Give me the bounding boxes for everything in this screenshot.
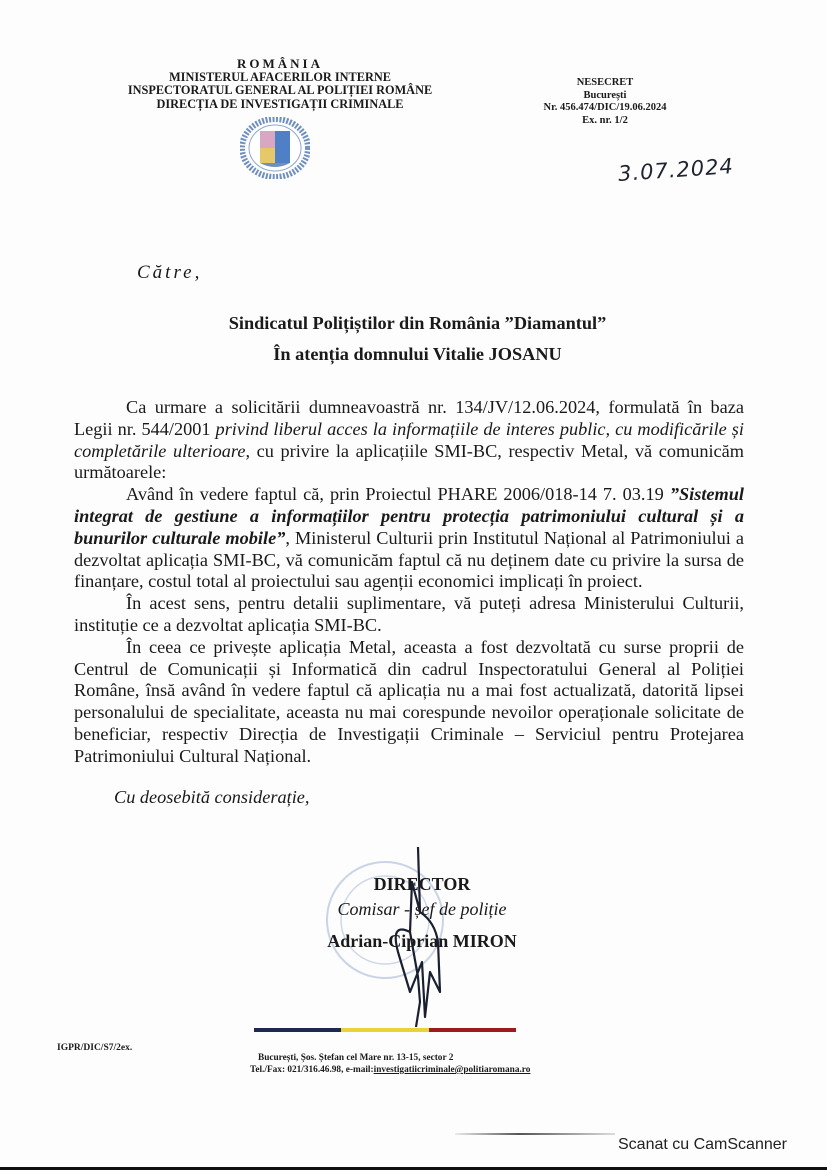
footer-email-link[interactable]: investigatiicriminale@politiaromana.ro: [373, 1065, 531, 1075]
law-title: privind liberul acces la informațiile de interes public, cu modificările și completările ulterioare: [74, 418, 744, 461]
tricolor-red: [429, 1028, 516, 1032]
signatory-name: Adrian-Ciprian MIRON: [327, 931, 517, 951]
letterhead-country: ROMÂNIA: [237, 56, 323, 71]
footer-phone: Tel./Fax: 021/316.46.98, e-mail:: [250, 1065, 374, 1075]
document-reference: IGPR/DIC/S7/2ex.: [57, 1043, 133, 1053]
signatory-rank: Comisar - șef de poliție: [337, 899, 507, 919]
paragraph-2-text: Având în vedere faptul că, prin Proiectul PHARE 2006/018-14 7. 03.19: [126, 484, 670, 505]
paragraph-3: În acest sens, pentru detalii suplimentare, vă puteți adresa Ministerului Culturii, instituție ce a dezvoltat aplicația SMI-BC.: [74, 593, 744, 635]
paragraph-1-text: Ca urmare a solicitării dumneavoastră nr. 134/JV/12.06.2024, formulată în baza Legii nr. 544/2001: [74, 397, 744, 439]
footer-phone-line: [250, 1064, 530, 1076]
tricolor-blue: [254, 1028, 341, 1032]
tricolor-divider: [254, 1028, 516, 1032]
handwritten-date: 3.07.2024: [617, 153, 735, 187]
scanner-watermark: Scanat cu CamScanner: [618, 1136, 787, 1153]
paragraph-4: În ceea ce privește aplicația Metal, aceasta a fost dezvoltată cu surse proprii de Centrul de Comunicații și Informatică din cadrul Inspectoratului General al Poliției Române, însă având în vedere faptul că aplicația nu a mai fost actualizată, datorită lipsei personalului de specialitate, aceasta nu mai corespunde nevoilor operaționale solicitate de beneficiar, respectiv Direcția de Investigații Criminale – Serviciul pentru Protejarea Patrimoniului Cultural Național.: [74, 636, 744, 766]
police-crest-icon: [240, 117, 310, 179]
copy-number: Ex. nr. 1/2: [582, 114, 628, 126]
paragraph-1: [74, 397, 744, 484]
scanner-divider: [455, 1133, 615, 1135]
footer-address: București, Șos. Ștefan cel Mare nr. 13-15, sector 2: [258, 1053, 454, 1063]
issue-city: București: [583, 89, 627, 101]
registration-number: Nr. 456.474/DIC/19.06.2024: [543, 102, 667, 113]
closing-formula: Cu deosebită considerație,: [114, 787, 310, 807]
letterhead: [100, 57, 460, 111]
document-registration: [510, 77, 700, 127]
footer-contact: [250, 1052, 530, 1076]
paragraph-1-text-end: , cu privire la aplicațiile SMI-BC, respectiv Metal, vă comunicăm următoarele:: [74, 440, 745, 483]
recipient-attention: În atenția domnului Vitalie JOSANU: [273, 344, 562, 364]
tricolor-yellow: [341, 1028, 428, 1032]
project-title: ”Sistemul integrat de gestiune a informațiilor pentru protecția patrimoniului cultural și a bunurilor culturale mobile”: [74, 484, 744, 548]
recipient-block: [120, 308, 715, 370]
letterhead-inspectorate: INSPECTORATUL GENERAL AL POLIȚIEI ROMÂNE: [127, 83, 433, 97]
paragraph-2-text-end: , Ministerul Culturii prin Institutul Național al Patrimoniului a dezvoltat aplicația SMI-BC, vă comunicăm faptul că nu deținem date cu privire la sursa de finanțare, costul total al proiectului sau agenții economici implicați în proiect.: [74, 527, 745, 592]
letterhead-ministry: MINISTERUL AFACERILOR INTERNE: [169, 69, 391, 84]
paragraph-2: [74, 484, 744, 593]
salutation: Către,: [137, 262, 203, 283]
classification-label: NESECRET: [576, 77, 634, 88]
recipient-organization: Sindicatul Polițiștilor din România ”Diamantul”: [228, 313, 607, 333]
signatory-title: DIRECTOR: [373, 874, 471, 894]
letterhead-directorate: DIRECȚIA DE INVESTIGAȚII CRIMINALE: [156, 96, 404, 111]
handwritten-signature-icon: [360, 842, 470, 1032]
letter-body: [74, 397, 744, 768]
